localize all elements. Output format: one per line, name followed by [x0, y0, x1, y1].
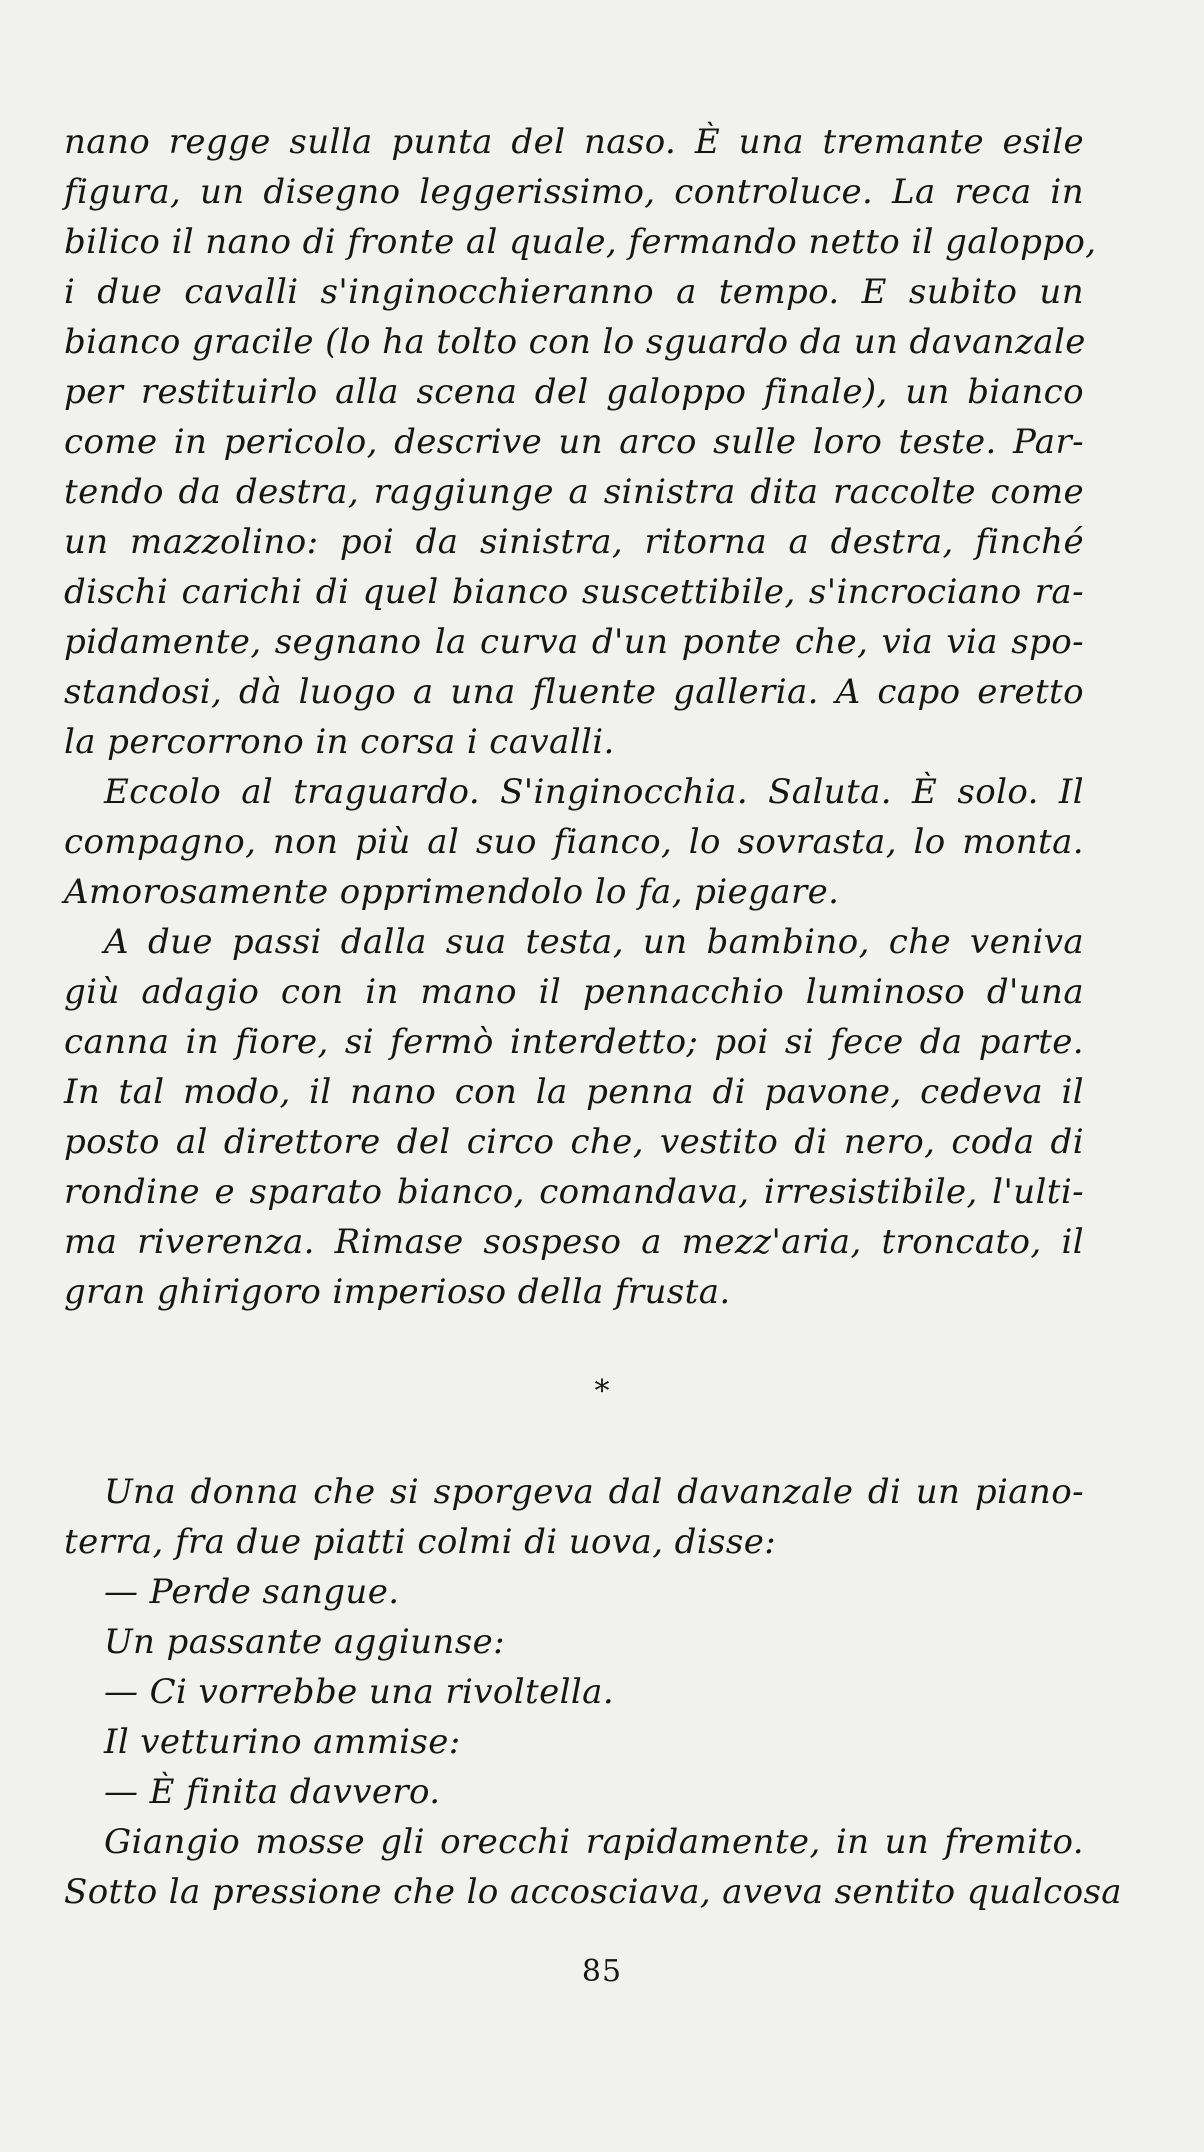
text-line: dischi carichi di quel bianco suscettibile, s'incrociano ra- — [64, 572, 1084, 612]
text-line: i due cavalli s'inginocchieranno a tempo. E subito un — [64, 272, 1084, 312]
dialogue-line: Il vetturino ammise: — [104, 1722, 461, 1762]
text-line: In tal modo, il nano con la penna di pavone, cedeva il — [64, 1072, 1084, 1112]
dialogue-line: Un passante aggiunse: — [104, 1622, 505, 1662]
text-line: pidamente, segnano la curva d'un ponte che, via via spo- — [64, 622, 1084, 662]
text-line: terra, fra due piatti colmi di uova, disse: — [64, 1522, 777, 1562]
text-line: un mazzolino: poi da sinistra, ritorna a destra, finché — [64, 522, 1084, 562]
text-line: giù adagio con in mano il pennacchio luminoso d'una — [64, 972, 1084, 1012]
text-line: figura, un disegno leggerissimo, controluce. La reca in — [64, 172, 1084, 212]
text-line: standosi, dà luogo a una fluente galleria. A capo eretto — [64, 672, 1084, 712]
text-line: rondine e sparato bianco, comandava, irresistibile, l'ulti- — [64, 1172, 1084, 1212]
text-line: la percorrono in corsa i cavalli. — [64, 722, 615, 762]
text-line: tendo da destra, raggiunge a sinistra dita raccolte come — [64, 472, 1084, 512]
text-line: nano regge sulla punta del naso. È una tremante esile — [64, 122, 1084, 162]
text-line: canna in fiore, si fermò interdetto; poi si fece da parte. — [64, 1022, 1084, 1062]
text-line: Una donna che si sporgeva dal davanzale di un piano- — [104, 1472, 1084, 1512]
text-line: A due passi dalla sua testa, un bambino, che veniva — [104, 922, 1084, 962]
text-line: Amorosamente opprimendolo lo fa, piegare. — [64, 872, 840, 912]
text-line: ma riverenza. Rimase sospeso a mezz'aria, troncato, il — [64, 1222, 1084, 1262]
text-line: come in pericolo, descrive un arco sulle loro teste. Par- — [64, 422, 1084, 462]
dialogue-line: — Ci vorrebbe una rivoltella. — [104, 1672, 615, 1712]
dialogue-line: — Perde sangue. — [104, 1572, 400, 1612]
text-line: bilico il nano di fronte al quale, fermando netto il galoppo, — [64, 222, 1097, 262]
text-line: Sotto la pressione che lo accosciava, aveva sentito qualcosa — [64, 1872, 1122, 1912]
text-line: per restituirlo alla scena del galoppo finale), un bianco — [64, 372, 1084, 412]
text-line: bianco gracile (lo ha tolto con lo sguardo da un davanzale — [64, 322, 1086, 362]
text-line: Giangio mosse gli orecchi rapidamente, in un fremito. — [104, 1822, 1084, 1862]
text-line: posto al direttore del circo che, vestito di nero, coda di — [64, 1122, 1084, 1162]
page-number: 85 — [581, 1954, 623, 1989]
text-line: compagno, non più al suo fianco, lo sovrasta, lo monta. — [64, 822, 1084, 862]
text-line: Eccolo al traguardo. S'inginocchia. Saluta. È solo. Il — [104, 772, 1084, 812]
section-separator: * — [594, 1374, 610, 1409]
text-line: gran ghirigoro imperioso della frusta. — [64, 1272, 731, 1312]
dialogue-line: — È finita davvero. — [104, 1772, 441, 1812]
